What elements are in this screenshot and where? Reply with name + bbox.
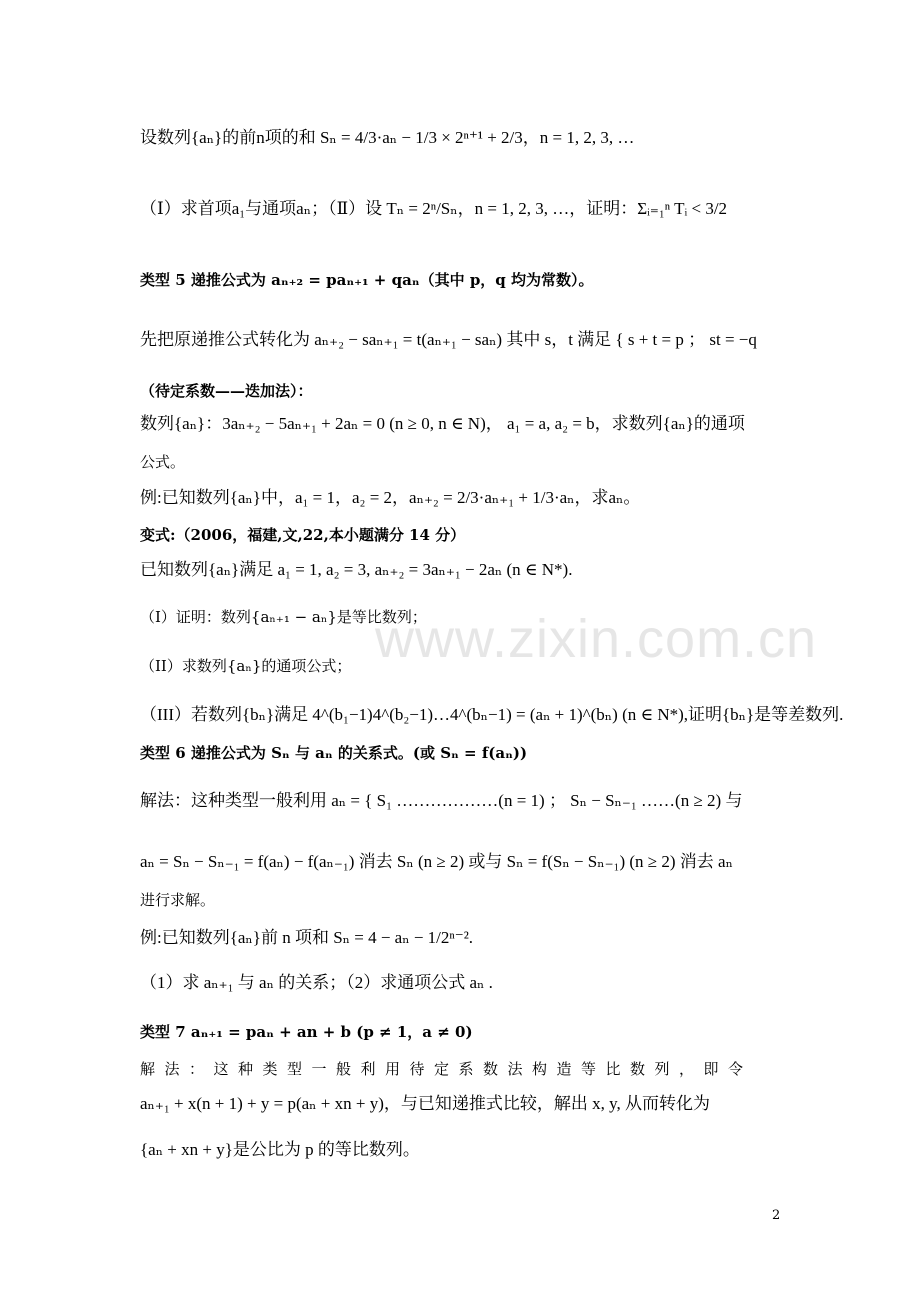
problem-parts-1-2: （Ⅰ）求首项a₁与通项aₙ；（Ⅱ）设 Tₙ = 2ⁿ/Sₙ，n = 1, 2, 3, …，证明：Σᵢ₌₁ⁿ Tᵢ < 3/2	[140, 199, 728, 218]
example-heading: 例:已知数列{aₙ}中，a₁ = 1，a₂ = 2，aₙ₊₂ = 2/3·aₙ₊₁ + 1/3·aₙ，求aₙ。	[140, 488, 641, 507]
type6-method: 解法：这种类型一般利用 aₙ = { S₁ ………………(n = 1) ； Sₙ − Sₙ₋₁ ……(n ≥ 2) 与	[140, 791, 743, 810]
type6-example-parts: （1）求 aₙ₊₁ 与 aₙ 的关系；（2）求通项公式 aₙ .	[140, 973, 493, 992]
type6-formula: aₙ = Sₙ − Sₙ₋₁ = f(aₙ) − f(aₙ₋₁) 消去 Sₙ (n ≥ 2) 或与 Sₙ = f(Sₙ − Sₙ₋₁) (n ≥ 2) 消去 aₙ	[140, 852, 733, 871]
type5-heading: 类型 5 递推公式为 aₙ₊₂ = paₙ₊₁ + qaₙ（其中 p，q 均为常数）。	[140, 271, 594, 289]
continuation-text: 公式。	[140, 453, 186, 471]
type7-heading: 类型 7 aₙ₊₁ = paₙ + an + b (p ≠ 1，a ≠ 0)	[140, 1023, 473, 1041]
watermark: www.zixin.com.cn	[375, 609, 818, 669]
page-number: 2	[772, 1208, 781, 1223]
type7-conclusion: {aₙ + xn + y}是公比为 p 的等比数列。	[140, 1140, 420, 1159]
variant-part-2: （II）求数列{aₙ}的通项公式；	[140, 657, 352, 675]
sequence-recurrence: 数列{aₙ}：3aₙ₊₂ − 5aₙ₊₁ + 2aₙ = 0 (n ≥ 0, n ∈ N)， a₁ = a, a₂ = b，求数列{aₙ}的通项	[140, 414, 745, 433]
type5-transform: 先把原递推公式转化为 aₙ₊₂ − saₙ₊₁ = t(aₙ₊₁ − saₙ) 其中 s，t 满足 { s + t = p ； st = −q	[140, 330, 757, 349]
type7-formula: aₙ₊₁ + x(n + 1) + y = p(aₙ + xn + y)，与已知递推式比较，解出 x, y, 从而转化为	[140, 1094, 711, 1113]
type7-method: 解法：这种类型一般利用待定系数法构造等比数列，即令	[140, 1060, 753, 1078]
type6-heading: 类型 6 递推公式为 Sₙ 与 aₙ 的关系式。(或 Sₙ = f(aₙ))	[140, 744, 528, 762]
variant-part-1: （I）证明：数列{aₙ₊₁ − aₙ}是等比数列；	[140, 608, 427, 626]
variant-heading: 变式:（2006，福建,文,22,本小题满分 14 分）	[140, 526, 466, 544]
method-label: （待定系数——迭加法）：	[140, 382, 313, 400]
problem-sequence-sum: 设数列{aₙ}的前n项的和 Sₙ = 4/3·aₙ − 1/3 × 2ⁿ⁺¹ + 2/3，n = 1, 2, 3, …	[140, 128, 635, 147]
type6-example: 例:已知数列{aₙ}前 n 项和 Sₙ = 4 − aₙ − 1/2ⁿ⁻².	[140, 928, 474, 947]
variant-statement: 已知数列{aₙ}满足 a₁ = 1, a₂ = 3, aₙ₊₂ = 3aₙ₊₁ − 2aₙ (n ∈ N*).	[140, 560, 573, 579]
type6-solve: 进行求解。	[140, 891, 216, 909]
variant-part-3: （III）若数列{bₙ}满足 4^(b₁−1)4^(b₂−1)…4^(bₙ−1) = (aₙ + 1)^(bₙ) (n ∈ N*),证明{bₙ}是等差数列.	[140, 705, 844, 724]
